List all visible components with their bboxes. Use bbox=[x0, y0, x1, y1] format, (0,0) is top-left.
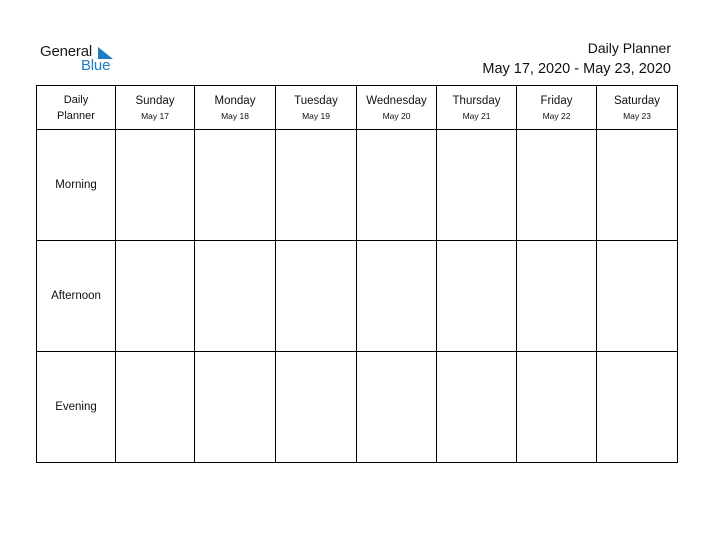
day-header-monday bbox=[195, 86, 276, 130]
day-name: Tuesday bbox=[294, 94, 338, 107]
planner-cell[interactable] bbox=[597, 130, 678, 241]
planner-cell[interactable] bbox=[116, 241, 195, 352]
planner-cell[interactable] bbox=[116, 130, 195, 241]
logo-text-blue: Blue bbox=[81, 57, 111, 74]
planner-cell[interactable] bbox=[437, 130, 517, 241]
planner-cell[interactable] bbox=[195, 241, 276, 352]
planner-row-evening bbox=[37, 352, 678, 463]
logo-text-general: General bbox=[40, 43, 92, 60]
corner-cell bbox=[37, 86, 116, 130]
day-name: Sunday bbox=[135, 94, 175, 107]
row-label-morning: Morning bbox=[37, 130, 116, 241]
planner-row-morning bbox=[37, 130, 678, 241]
planner-row-afternoon bbox=[37, 241, 678, 352]
planner-cell[interactable] bbox=[357, 130, 437, 241]
brand-logo bbox=[40, 43, 130, 75]
planner-cell[interactable] bbox=[517, 130, 597, 241]
day-date: May 18 bbox=[221, 110, 249, 121]
planner-cell[interactable] bbox=[195, 352, 276, 463]
planner-cell[interactable] bbox=[437, 241, 517, 352]
day-name: Wednesday bbox=[366, 94, 427, 107]
header-row bbox=[37, 86, 678, 130]
day-header-wednesday bbox=[357, 86, 437, 130]
planner-cell[interactable] bbox=[597, 241, 678, 352]
day-header-friday bbox=[517, 86, 597, 130]
day-name: Monday bbox=[214, 94, 256, 107]
planner-cell[interactable] bbox=[195, 130, 276, 241]
planner-grid bbox=[36, 85, 678, 463]
day-date: May 17 bbox=[141, 110, 169, 121]
row-label-afternoon: Afternoon bbox=[37, 241, 116, 352]
day-header-tuesday bbox=[276, 86, 357, 130]
day-date: May 22 bbox=[542, 110, 571, 121]
day-date: May 23 bbox=[623, 110, 651, 121]
corner-label-line2: Planner bbox=[57, 109, 95, 122]
planner-cell[interactable] bbox=[357, 352, 437, 463]
corner-label-line1: Daily bbox=[63, 93, 89, 106]
day-name: Saturday bbox=[613, 94, 661, 107]
day-date: May 19 bbox=[302, 110, 330, 121]
planner-cell[interactable] bbox=[437, 352, 517, 463]
date-range: May 17, 2020 - May 23, 2020 bbox=[482, 61, 671, 77]
planner-cell[interactable] bbox=[597, 352, 678, 463]
day-header-thursday bbox=[437, 86, 517, 130]
planner-cell[interactable] bbox=[116, 352, 195, 463]
planner-cell[interactable] bbox=[276, 130, 357, 241]
planner-cell[interactable] bbox=[357, 241, 437, 352]
planner-cell[interactable] bbox=[517, 241, 597, 352]
planner-cell[interactable] bbox=[276, 241, 357, 352]
page-title: Daily Planner bbox=[587, 40, 671, 56]
row-label-evening: Evening bbox=[37, 352, 116, 463]
day-date: May 20 bbox=[382, 110, 411, 121]
day-name: Friday bbox=[540, 94, 573, 107]
day-header-sunday bbox=[116, 86, 195, 130]
planner-cell[interactable] bbox=[517, 352, 597, 463]
planner-cell[interactable] bbox=[276, 352, 357, 463]
day-date: May 21 bbox=[462, 110, 491, 121]
day-header-saturday bbox=[597, 86, 678, 130]
day-name: Thursday bbox=[452, 94, 501, 107]
